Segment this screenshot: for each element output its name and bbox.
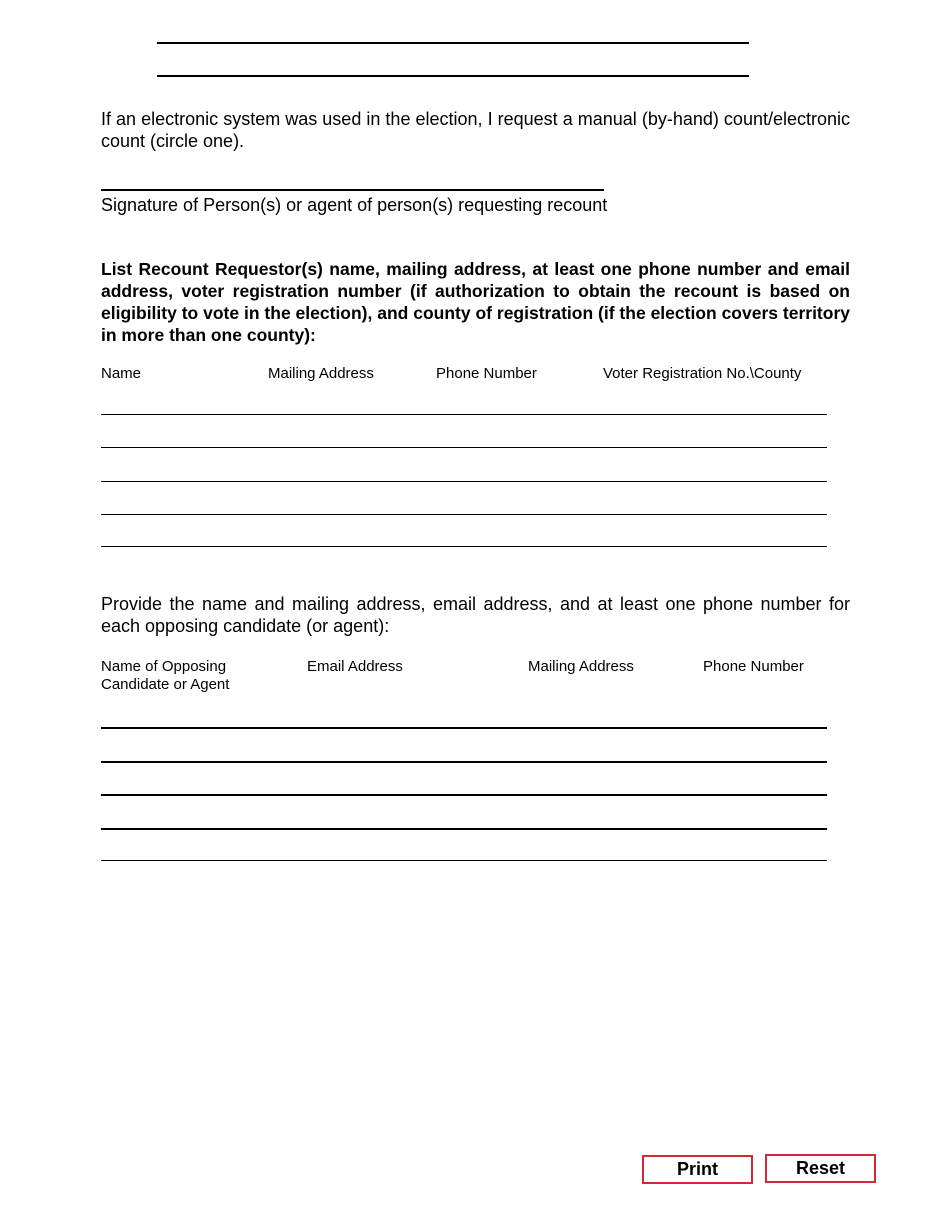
opposing-col-mailing-address: Mailing Address	[528, 658, 634, 675]
opposing-row-line-4[interactable]	[101, 828, 827, 830]
opposing-row-line-1[interactable]	[101, 727, 827, 729]
reset-button[interactable]: Reset	[765, 1154, 876, 1183]
opposing-row-line-5[interactable]	[101, 860, 827, 861]
requestor-row-line-3[interactable]	[101, 481, 827, 482]
top-fill-line-2[interactable]	[157, 75, 749, 77]
electronic-count-request-text: If an electronic system was used in the election, I request a manual (by-hand) count/electronic count (circle one).	[101, 109, 850, 151]
opposing-col-name: Name of Opposing Candidate or Agent	[101, 658, 230, 693]
requestor-col-phone-number: Phone Number	[436, 365, 537, 382]
requestor-row-line-5[interactable]	[101, 546, 827, 547]
requestor-col-name: Name	[101, 365, 142, 382]
requestor-row-line-4[interactable]	[101, 514, 827, 515]
requestor-row-line-2[interactable]	[101, 447, 827, 448]
opposing-col-phone-number: Phone Number	[703, 658, 804, 675]
opposing-instructions: Provide the name and mailing address, email address, and at least one phone number for each opposing candidate (or agent):	[101, 594, 850, 636]
requestor-col-mailing-address: Mailing Address	[268, 365, 374, 382]
requestor-instructions: List Recount Requestor(s) name, mailing address, at least one phone number and email address, voter registration number (if authorization to obtain the recount is based on eligibility to vote in the election), and county of registration (if the election covers territory in more than one county):	[101, 259, 850, 345]
opposing-row-line-3[interactable]	[101, 794, 827, 796]
signature-label: Signature of Person(s) or agent of person(s) requesting recount	[101, 195, 608, 215]
requestor-col-voter-registration: Voter Registration No.\County	[603, 365, 802, 382]
top-fill-line-1[interactable]	[157, 42, 749, 44]
opposing-row-line-2[interactable]	[101, 761, 827, 763]
signature-line[interactable]	[101, 189, 604, 191]
print-button[interactable]: Print	[642, 1155, 753, 1184]
opposing-col-email-address: Email Address	[307, 658, 403, 675]
requestor-row-line-1[interactable]	[101, 414, 827, 415]
